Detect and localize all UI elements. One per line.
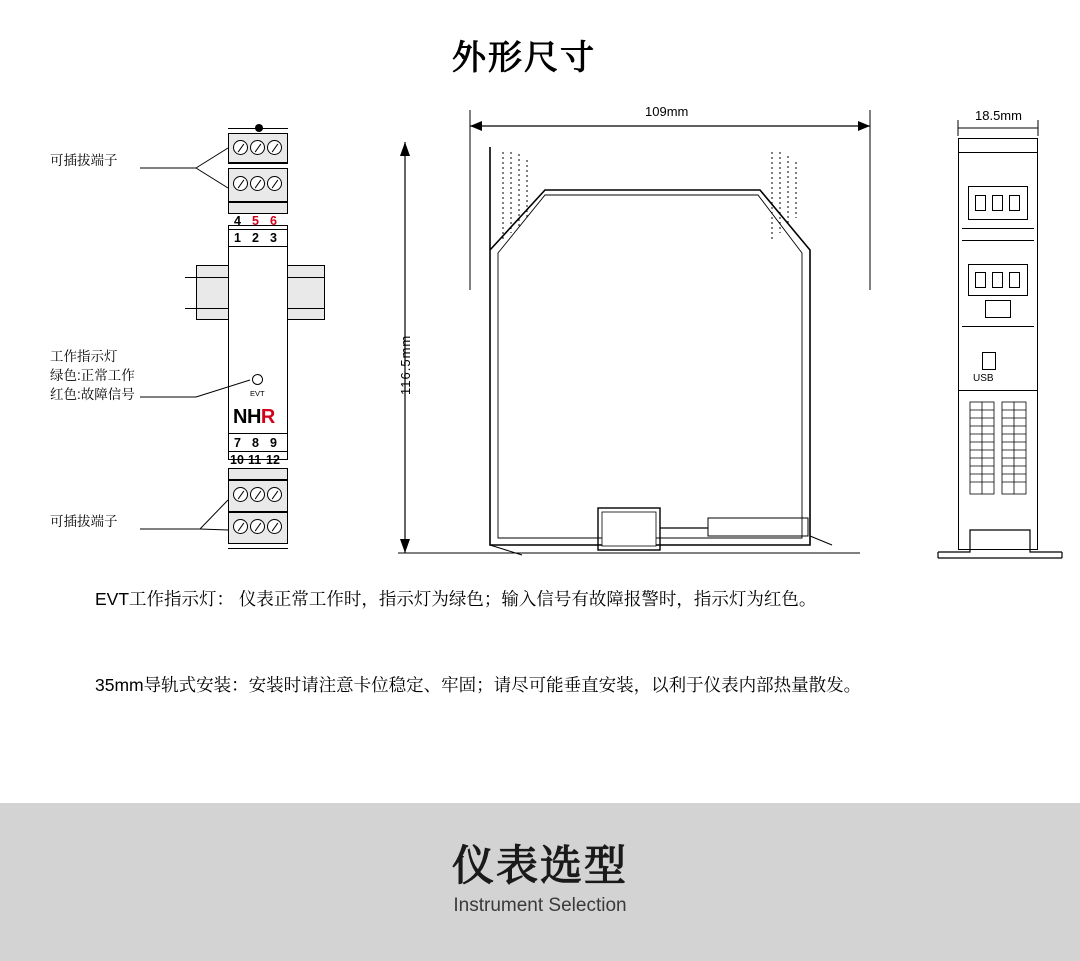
terminal-number-5: 5	[252, 214, 259, 228]
usb-label: USB	[973, 373, 994, 384]
terminal-number-11: 11	[248, 453, 262, 467]
terminal-number-10: 10	[230, 453, 244, 467]
screw-10	[233, 487, 248, 502]
label-led-line3: 红色:故障信号	[50, 387, 135, 402]
side-pin-6	[1009, 272, 1020, 288]
din-rail-edge	[185, 265, 197, 320]
terminal-number-8: 8	[252, 436, 259, 450]
side-line-4	[962, 326, 1034, 327]
footer-title: 仪表选型	[451, 842, 628, 889]
side-rail-foot	[930, 520, 1070, 570]
terminal-top-edge	[228, 128, 288, 129]
dimension-width-label: 109mm	[645, 104, 689, 119]
side-pin-2	[992, 195, 1003, 211]
screw-6	[267, 140, 282, 155]
label-bottom-terminal: 可插拔端子	[50, 514, 118, 529]
side-line-2	[962, 228, 1034, 229]
side-pin-3	[1009, 195, 1020, 211]
side-line-1	[958, 152, 1038, 153]
screw-5	[250, 140, 265, 155]
screw-9	[267, 519, 282, 534]
terminal-bottom-edge	[228, 548, 288, 549]
terminal-number-7: 7	[234, 436, 241, 450]
screw-4	[233, 140, 248, 155]
label-led-line2: 绿色:正常工作	[50, 368, 135, 383]
screw-2	[250, 176, 265, 191]
terminal-bottom-div-a	[228, 433, 288, 434]
paragraph-din-mount: 35mm导轨式安装：安装时请注意卡位稳定、牢固；请尽可能垂直安装，以利于仪表内部热量散发。	[95, 675, 862, 695]
status-led	[252, 374, 263, 385]
side-pin-4	[975, 272, 986, 288]
brand-logo: NHR	[233, 406, 275, 428]
terminal-top-number-div	[228, 229, 288, 230]
terminal-top-collar	[228, 202, 288, 214]
dimension-depth-label: 18.5mm	[975, 108, 1022, 123]
footer-subtitle: Instrument Selection	[453, 895, 627, 916]
dimension-height-label: 116.5mm	[398, 334, 413, 395]
terminal-number-4: 4	[234, 214, 241, 228]
side-profile-view	[340, 90, 900, 570]
side-pin-5	[992, 272, 1003, 288]
side-line-5	[958, 390, 1038, 391]
label-top-terminal: 可插拔端子	[50, 153, 118, 168]
terminal-number-6: 6	[270, 214, 277, 228]
terminal-number-9: 9	[270, 436, 277, 450]
terminal-number-12: 12	[266, 453, 280, 467]
side-vents	[958, 398, 1038, 508]
terminal-top-div	[228, 163, 288, 164]
screw-8	[250, 519, 265, 534]
page-title: 外形尺寸	[452, 39, 596, 77]
terminal-number-1: 1	[234, 231, 241, 245]
terminal-number-3: 3	[270, 231, 277, 245]
terminal-bottom-collar	[228, 468, 288, 480]
evt-mark-label: EVT	[250, 389, 265, 398]
terminal-number-2: 2	[252, 231, 259, 245]
screw-7	[233, 519, 248, 534]
footer-band-top-edge	[0, 798, 1080, 803]
screw-12	[267, 487, 282, 502]
label-led-line1: 工作指示灯	[50, 349, 118, 364]
side-latch	[985, 300, 1011, 318]
screw-1	[233, 176, 248, 191]
terminal-bottom-div-b	[228, 451, 288, 452]
side-pin-1	[975, 195, 986, 211]
spacer	[252, 490, 262, 491]
screw-3	[267, 176, 282, 191]
usb-port	[982, 352, 996, 370]
side-line-3	[962, 240, 1034, 241]
terminal-top-bottom-div	[228, 246, 288, 247]
paragraph-evt-indicator: EVT工作指示灯： 仪表正常工作时，指示灯为绿色；输入信号有故障报警时，指示灯为红色。	[95, 589, 817, 609]
